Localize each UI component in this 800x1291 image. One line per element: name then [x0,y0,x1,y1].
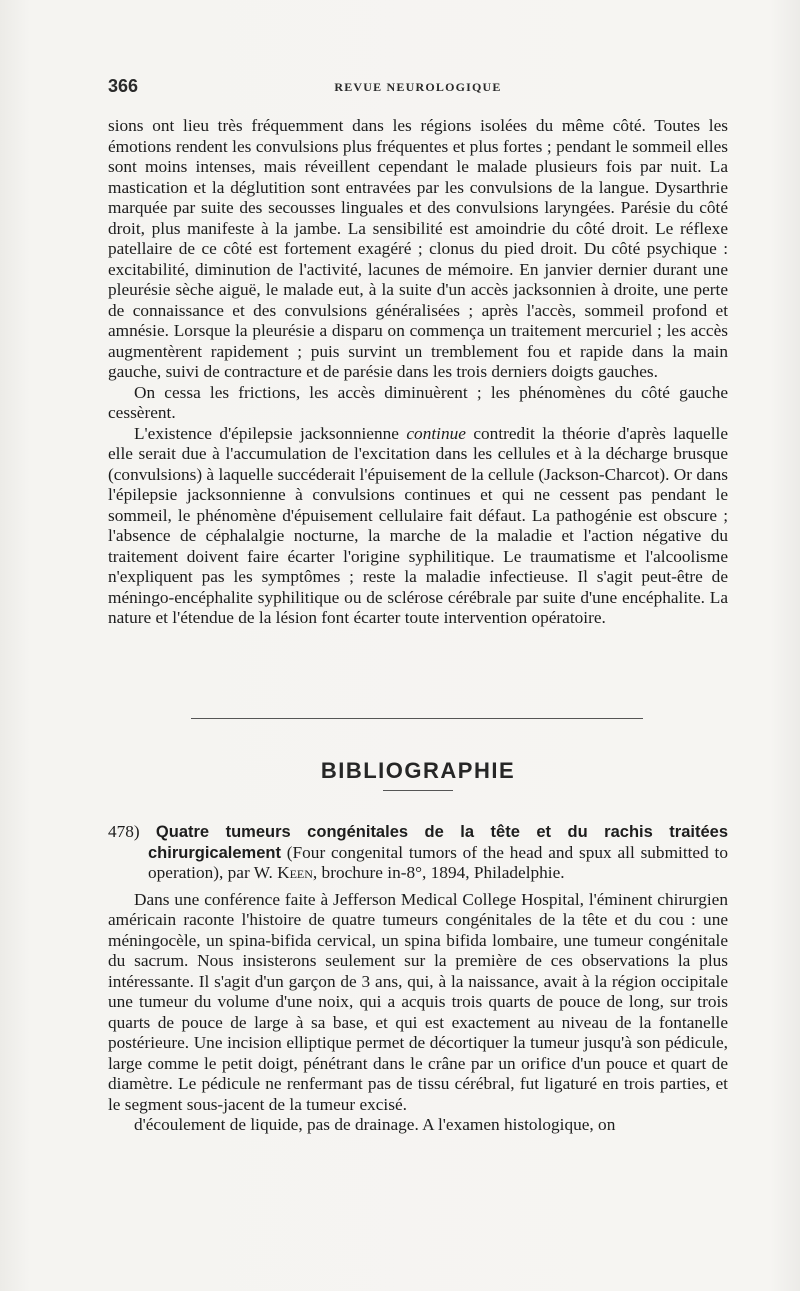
entry-last-line: d'écoulement de liquide, pas de drainage. A l'examen histologique, on [134,1115,616,1134]
entry-title: Quatre tumeurs congénitales de la tête et du rachis traitées chirurgicalement [148,823,728,862]
bibliography-entry [108,822,728,1136]
entry-heading [108,822,728,884]
paragraph-3 [108,424,728,629]
running-head: REVUE NEUROLOGIQUE [334,80,502,94]
entry-body: Dans une conférence faite à Jefferson Medical College Hospital, l'éminent chirurgien américain raconte l'histoire de quatre tumeurs congénitales de la tête et du cou : une méningocèle, un spina-bifida cervical, un spina bifida lombaire, une tumeur congénitale du sacrum. Nous insisterons seulement sur la première de ces observations la plus intéressante. Il s'agit d'un garçon de 3 ans, qui, à la naissance, avait à la région occipitale une tumeur du volume d'une noix, qui a acquis trois quarts de pouce de long, sur trois quarts de pouce de large à sa base, et qui est exactement au niveau de la fontanelle postérieure. Une incision elliptique permet de décortiquer la tumeur jusqu'à son pédicule, large comme le petit doigt, pénétrant dans le crâne par un orifice d'un pouce et quart de diamètre. Le pédicule ne renfermant pas de tissu cérébral, fut ligaturé en trois parties, et le segment sous-jacent de la tumeur excisé. [108,889,728,1114]
paragraph-3-start: L'existence d'épilepsie jacksonnienne [134,423,407,443]
title-underline [383,790,453,791]
section-title: BIBLIOGRAPHIE [320,758,516,783]
paragraph-1: sions ont lieu très fréquemment dans les régions isolées du même côté. Toutes les émotions rendent les convulsions plus fréquentes et plus fortes ; pendant le sommeil elles sont moins intenses, mais réveillent cependant le malade plusieurs fois par nuit. La mastication et la déglutition sont entravées par les convulsions de la langue. Dysarthrie marquée par suite des secousses linguales et des convulsions laryngées. Parésie du côté droit, plus manifeste à la jambe. La sensibilité est amoindrie du côté droit. Le réflexe patellaire de ce côté est fortement exagéré ; clonus du pied droit. Du côté psychique : excitabilité, diminution de l'activité, lacunes de mémoire. En janvier dernier durant une pleurésie sèche aiguë, le malade eut, à la suite d'un accès jacksonnien à droite, une perte de connaissance et des convulsions généralisées ; après l'accès, sommeil profond et amnésie. Lorsque la pleurésie a disparu on commença un traitement mercuriel ; les accès augmentèrent rapidement ; puis survint un tremblement fou et rapide dans la main gauche, suivi de contracture et de parésie dans les trois derniers doigts gauches. [108,116,728,381]
page-number: 366 [108,76,139,96]
article-continuation [108,116,728,629]
paragraph-2: On cessa les frictions, les accès diminuèrent ; les phénomènes du côté gauche cessèrent. [108,382,728,422]
entry-publication: , brochure in-8°, 1894, Philadelphie. [312,863,565,882]
paragraph-3-rest: contredit la théorie d'après laquelle elle serait due à l'accumulation de l'excitation dans les cellules et à la décharge brusque (convulsions) à laquelle succéderait l'épuisement de la cellule (Jackson-Charcot). Or dans l'épilepsie jacksonnienne à convulsions continues et qui ne cessent pas pendant le sommeil, le phénomène d'épuisement cellulaire fait défaut. La pathogénie est obscure ; l'absence de céphalalgie nocturne, la marche de la maladie et l'action négative du traitement doivent faire écarter l'origine syphilitique. Le traumatisme et l'alcoolisme n'expliquent pas les symptômes ; reste la maladie infectieuse. Il s'agit peut-être de méningo-encéphalite syphilitique ou de sclérose cérébrale par suite d'une encéphalite. La nature et l'étendue de la lésion font écarter toute intervention opératoire. [108,423,729,627]
entry-author: Keen [277,863,313,882]
entry-number: 478) [108,822,140,841]
page-header [108,76,728,100]
entry-subtitle: (Four congenital tumors of the head and spux all submitted to operation), par W. [148,842,728,882]
section-divider [191,718,643,719]
emphasis-continue: continue [406,423,466,443]
